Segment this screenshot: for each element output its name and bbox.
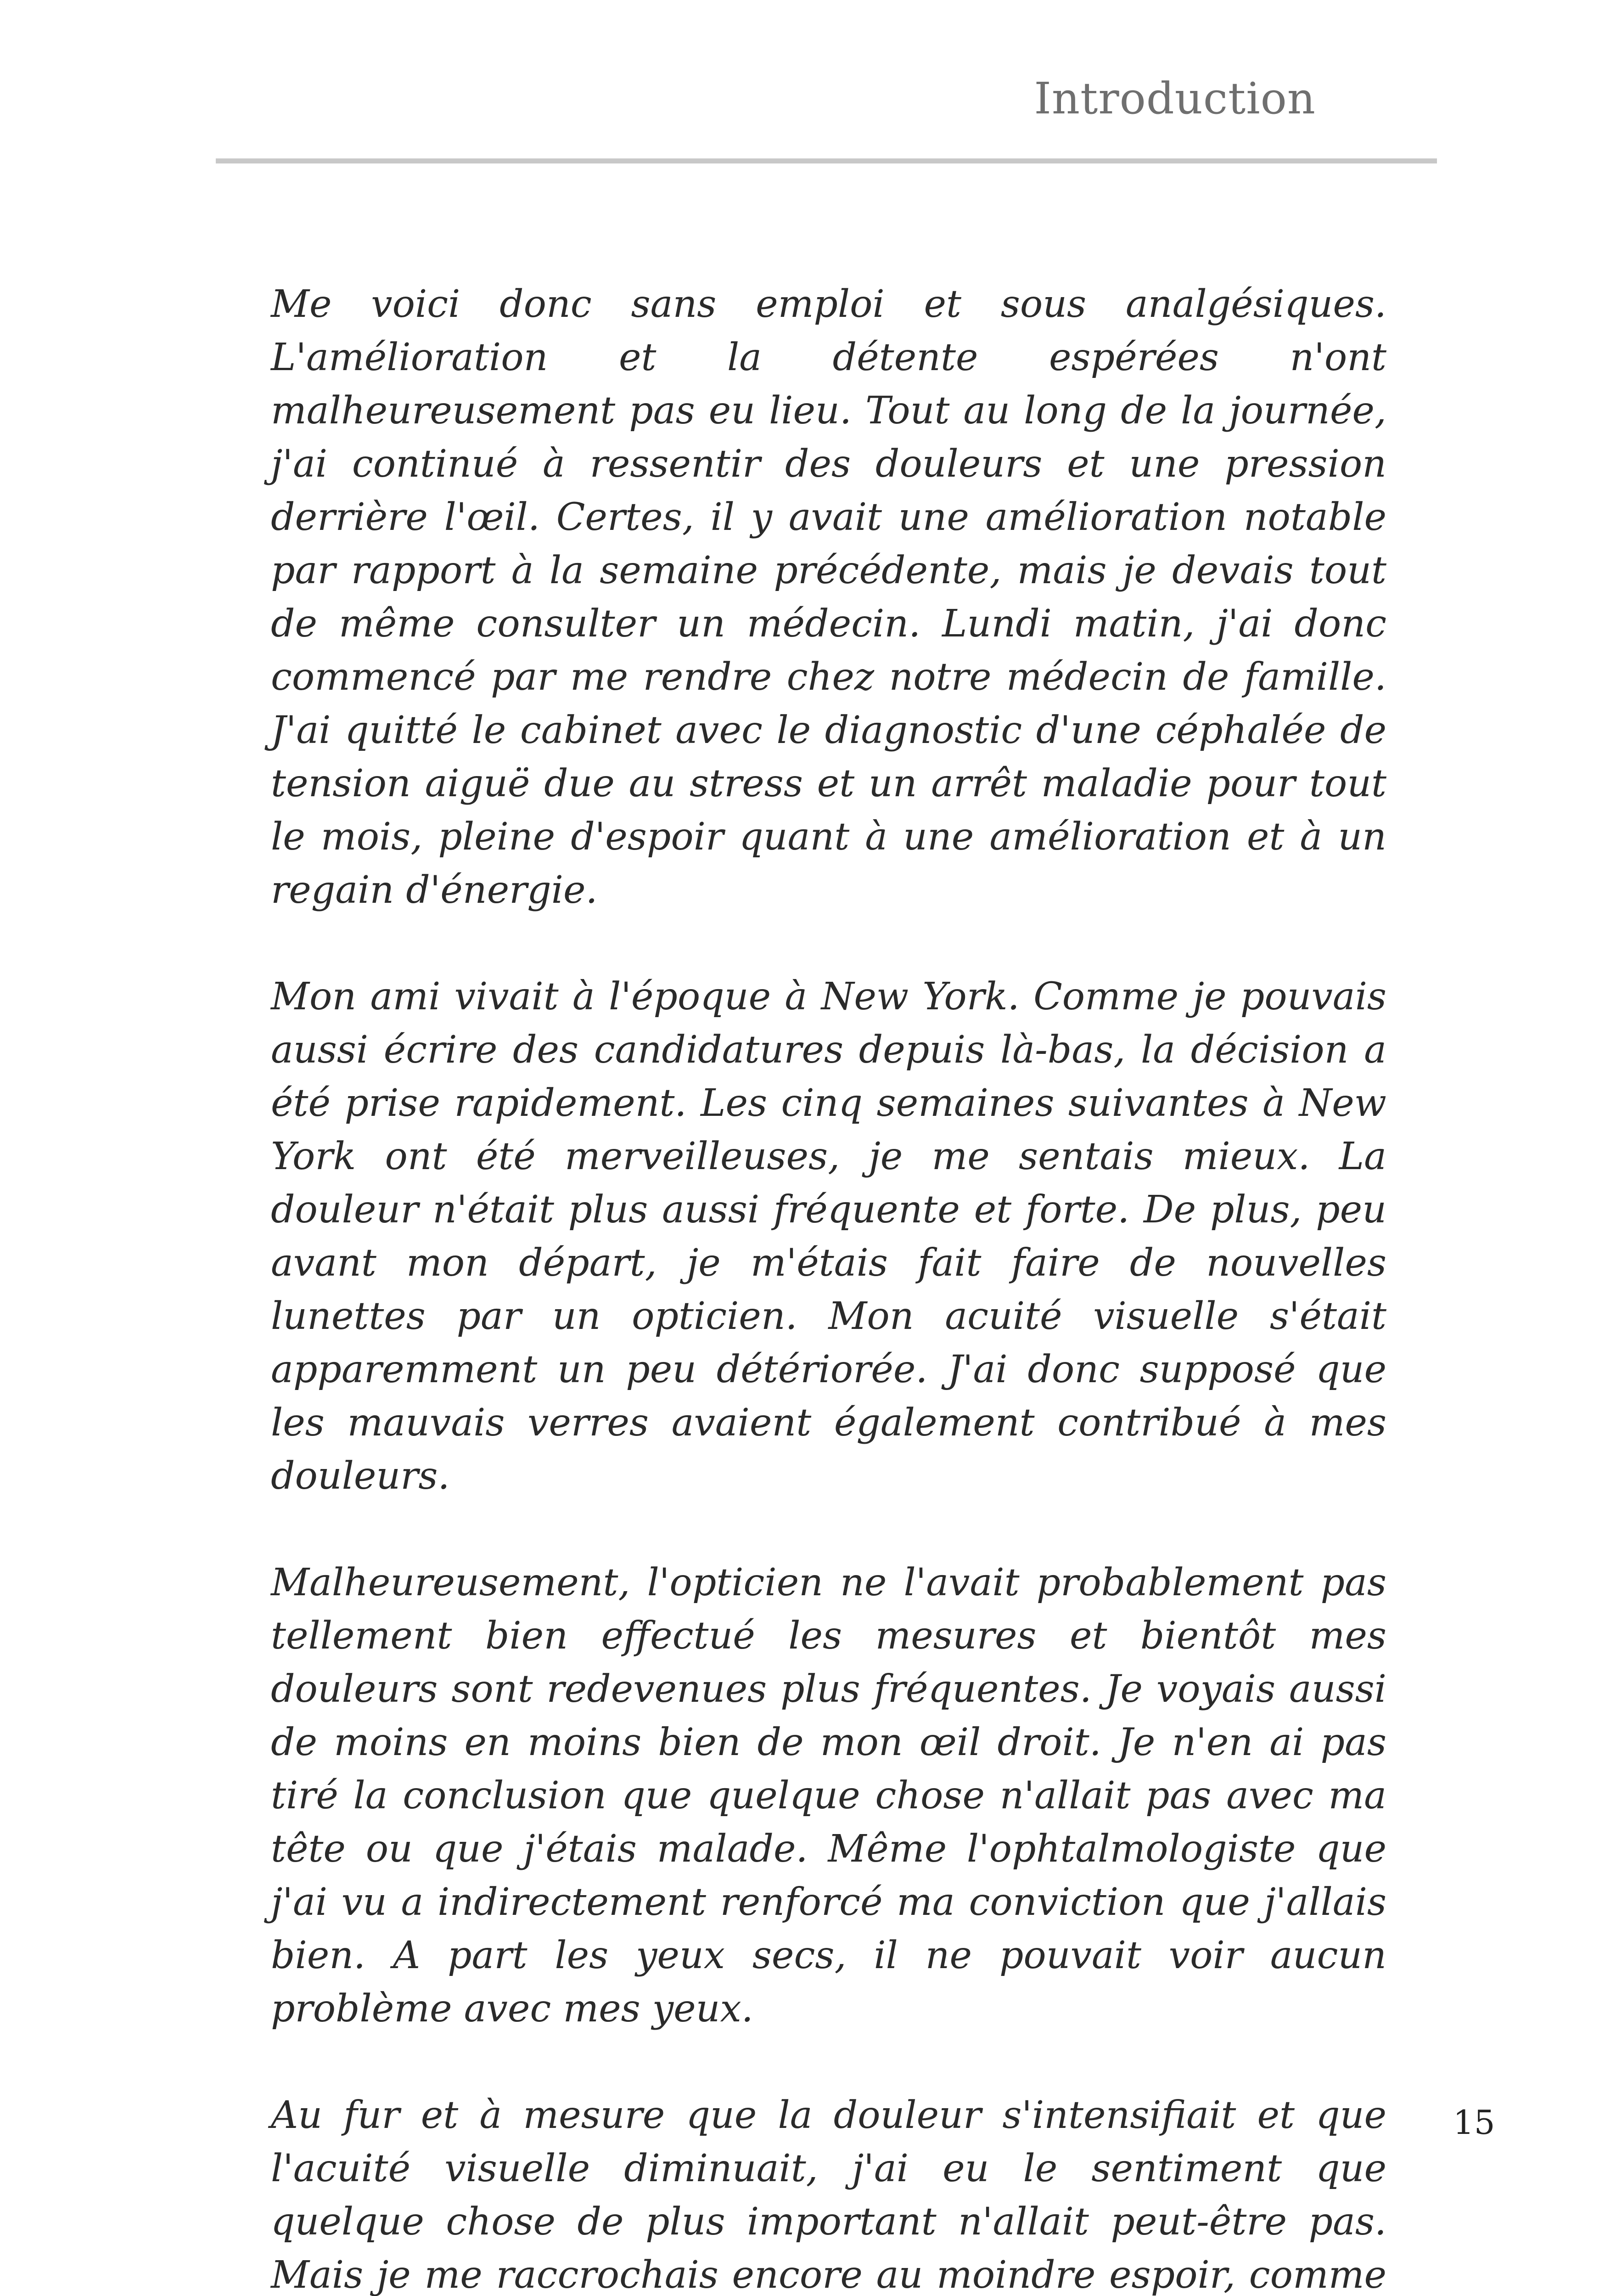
- running-header: Introduction: [1034, 73, 1316, 124]
- paragraph-1: Me voici donc sans emploi et sous analgésiques. L'amélioration et la détente espérées n'ont malheureusement pas eu lieu. Tout au long de la journée, j'ai continué à ressentir des douleurs et une pression derrière l'œil. Certes, il y avait une amélioration notable par rapport à la semaine précédente, mais je devais tout de même consulter un médecin. Lundi matin, j'ai donc commencé par me rendre chez notre médecin de famille. J'ai quitté le cabinet avec le diagnostic d'une céphalée de tension aiguë due au stress et un arrêt maladie pour tout le mois, pleine d'espoir quant à une amélioration et à un regain d'énergie.: [271, 282, 1386, 912]
- page-number: 15: [1453, 2103, 1495, 2142]
- paragraph-3: Malheureusement, l'opticien ne l'avait probablement pas tellement bien effectué les mesures et bientôt mes douleurs sont redevenues plus fréquentes. Je voyais aussi de moins en moins bien de mon œil droit. Je n'en ai pas tiré la conclusion que quelque chose n'allait pas avec ma tête ou que j'étais malade. Même l'ophtalmologiste que j'ai vu a indirectement renforcé ma conviction que j'allais bien. A part les yeux secs, il ne pouvait voir aucun problème avec mes yeux.: [271, 1561, 1386, 2031]
- paragraph-4: Au fur et à mesure que la douleur s'intensifiait et que l'acuité visuelle diminuait, j'ai eu le sentiment que quelque chose de plus important n'allait peut-être pas. Mais je me raccrochais encore au moindre espoir, comme: [271, 2093, 1386, 2296]
- header-rule: [216, 158, 1437, 163]
- body-text: [271, 278, 1386, 2296]
- paragraph-2: Mon ami vivait à l'époque à New York. Comme je pouvais aussi écrire des candidatures depuis là-bas, la décision a été prise rapidement. Les cinq semaines suivantes à New York ont été merveilleuses, je me sentais mieux. La douleur n'était plus aussi fréquente et forte. De plus, peu avant mon départ, je m'étais fait faire de nouvelles lunettes par un opticien. Mon acuité visuelle s'était apparemment un peu détériorée. J'ai donc supposé que les mauvais verres avaient également contribué à mes douleurs.: [271, 975, 1386, 1498]
